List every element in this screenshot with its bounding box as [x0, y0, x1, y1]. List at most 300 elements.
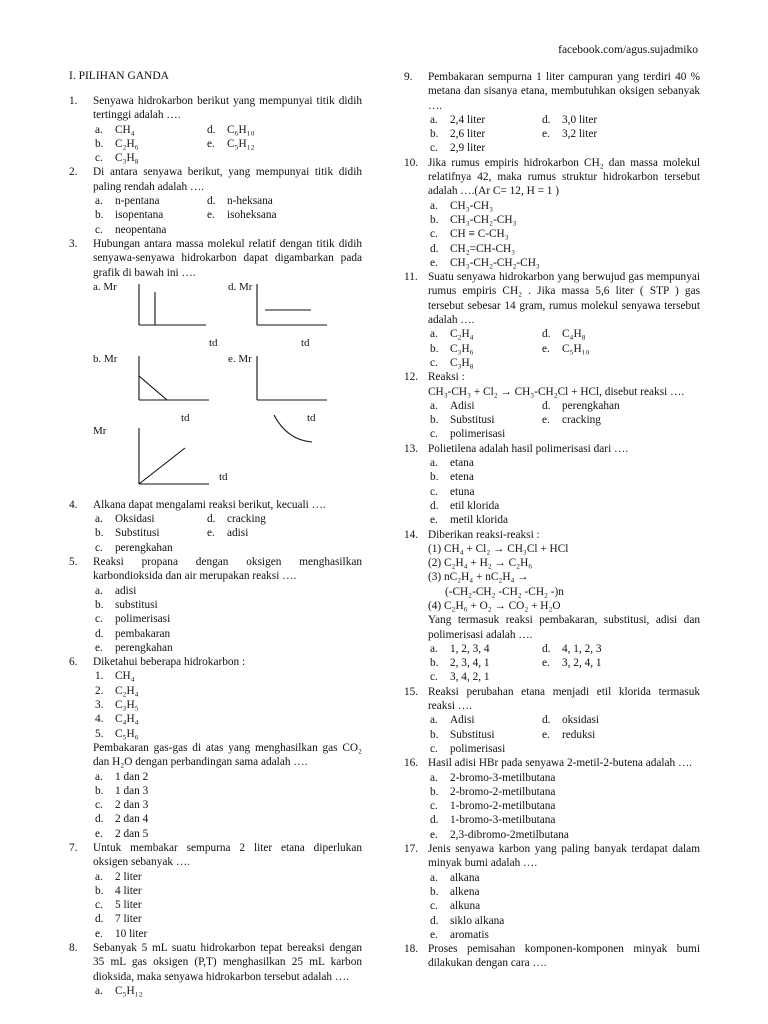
- option-letter: a.: [95, 770, 103, 783]
- option-text: oksidasi: [562, 714, 600, 727]
- answer-option: [93, 208, 205, 222]
- option-text: etena: [450, 471, 474, 484]
- options-list: [93, 984, 362, 998]
- options-list: [428, 327, 700, 370]
- question-text: Diketahui beberapa hidrokarbon :: [93, 656, 246, 669]
- option-letter: 4.: [95, 713, 104, 726]
- question-item: [404, 756, 700, 842]
- option-letter: c.: [95, 613, 103, 626]
- options-list: [93, 770, 362, 841]
- answer-option: [540, 642, 700, 656]
- option-text: Adisi: [450, 399, 475, 412]
- option-text: C₃H₈: [115, 152, 139, 165]
- answer-option: [428, 413, 540, 427]
- answer-option: [205, 194, 362, 208]
- graph-label-b: b. Mr: [93, 352, 118, 365]
- graph-label-c: Mr: [93, 424, 107, 437]
- answer-option: [428, 399, 540, 413]
- option-text: perengkahan: [115, 641, 173, 654]
- question-item: [69, 165, 362, 236]
- question-number: 2.: [69, 166, 78, 179]
- question-number: 16.: [404, 757, 419, 770]
- option-text: polimerisasi: [115, 613, 171, 626]
- option-letter: d.: [542, 642, 551, 655]
- answer-option: [93, 123, 205, 137]
- answer-option: [540, 656, 700, 670]
- option-letter: b.: [95, 598, 104, 611]
- option-letter: b.: [430, 471, 439, 484]
- question-item: [404, 70, 700, 156]
- question-item: [69, 555, 362, 655]
- option-text: adisi: [227, 527, 249, 540]
- option-text: perengkahan: [115, 541, 173, 554]
- option-text: 2-bromo-3-metilbutana: [450, 771, 556, 784]
- option-letter: d.: [542, 113, 551, 126]
- option-text: 1 dan 2: [115, 770, 149, 783]
- option-text: 2, 3, 4, 1: [450, 657, 490, 670]
- right-column: [404, 70, 700, 971]
- option-text: 2 dan 4: [115, 813, 149, 826]
- question-item: [404, 370, 700, 441]
- option-letter: c.: [95, 152, 103, 165]
- option-text: 1-bromo-2-metilbutana: [450, 800, 556, 813]
- option-text: substitusi: [115, 598, 158, 611]
- option-text: aromatis: [450, 928, 489, 941]
- answer-option: [428, 127, 540, 141]
- answer-option: [428, 499, 700, 513]
- option-letter: b.: [430, 128, 439, 141]
- answer-option: [428, 242, 700, 256]
- answer-option: [93, 194, 205, 208]
- answer-option: [428, 256, 700, 270]
- option-text: pembakaran: [115, 627, 171, 640]
- answer-option: [205, 512, 362, 526]
- answer-option: [93, 526, 205, 540]
- answer-option: [428, 928, 700, 942]
- answer-option: [93, 798, 362, 812]
- answer-option: [93, 669, 362, 683]
- options-list: [93, 669, 362, 740]
- option-text: 2,4 liter: [450, 113, 486, 126]
- answer-option: [205, 137, 362, 151]
- answer-option: [428, 642, 540, 656]
- option-text: 4, 1, 2, 3: [562, 642, 602, 655]
- question-text: Alkana dapat mengalami reaksi berikut, kecuali ….: [93, 498, 326, 511]
- option-text: 4 liter: [115, 884, 142, 897]
- question-text: Suatu senyawa hidrokarbon yang berwujud gas mempunyai rumus empiris CH₂ . Jika massa 5,6 liter ( STP ) gas tersebut sebesar 14 gram, rumus molekul senyawa tersebut adalah ….: [428, 271, 700, 327]
- option-text: siklo alkana: [450, 914, 505, 927]
- option-letter: e.: [430, 256, 438, 269]
- answer-option: [93, 870, 362, 884]
- answer-option: [428, 470, 700, 484]
- answer-option: [428, 513, 700, 527]
- question-item: [404, 942, 700, 971]
- options-list: [93, 584, 362, 655]
- question-number: 5.: [69, 556, 78, 569]
- answer-option: [93, 912, 362, 926]
- question-item: [404, 685, 700, 756]
- option-text: 2,3-dibromo-2metilbutana: [450, 828, 569, 841]
- answer-option: [428, 771, 700, 785]
- option-letter: d.: [207, 123, 216, 136]
- question-number: 8.: [69, 942, 78, 955]
- option-text: 3,0 liter: [562, 113, 598, 126]
- option-text: 1 dan 3: [115, 784, 149, 797]
- graph-options: [69, 280, 362, 496]
- option-letter: b.: [430, 342, 439, 355]
- option-text: Substitusi: [115, 527, 160, 540]
- option-letter: b.: [95, 209, 104, 222]
- question-text: Proses pemisahan komponen-komponen minyak bumi dilakukan dengan cara ….: [428, 943, 700, 970]
- question-number: 13.: [404, 442, 419, 455]
- option-text: C₃H₈: [450, 356, 474, 369]
- option-letter: e.: [207, 209, 215, 222]
- question-item: [69, 237, 362, 496]
- question-item: [404, 442, 700, 528]
- answer-option: [540, 399, 700, 413]
- option-letter: c.: [430, 485, 438, 498]
- option-text: Substitusi: [450, 728, 495, 741]
- option-text: C₄H₈: [562, 328, 586, 341]
- option-text: cracking: [562, 414, 601, 427]
- question-text: Diberikan reaksi-reaksi :: [428, 528, 540, 541]
- option-letter: b.: [95, 784, 104, 797]
- option-text: 1, 2, 3, 4: [450, 642, 490, 655]
- option-letter: e.: [542, 657, 550, 670]
- option-text: C₂H₄: [115, 684, 139, 697]
- answer-option: [428, 227, 700, 241]
- option-letter: c.: [430, 900, 438, 913]
- option-letter: e.: [430, 828, 438, 841]
- answer-option: [93, 223, 205, 237]
- answer-option: [93, 884, 362, 898]
- options-list: [93, 870, 362, 941]
- options-list: [428, 642, 700, 685]
- option-text: 2 dan 3: [115, 799, 149, 812]
- answer-option: [93, 927, 362, 941]
- option-text: Oksidasi: [115, 513, 155, 526]
- answer-option: [93, 627, 362, 641]
- option-text: polimerisasi: [450, 742, 506, 755]
- graph-label-td_e: td: [307, 411, 316, 424]
- option-letter: d.: [542, 714, 551, 727]
- graph-label-d: d. Mr: [228, 280, 253, 293]
- option-letter: a.: [95, 513, 103, 526]
- option-text: etuna: [450, 485, 475, 498]
- option-letter: e.: [430, 928, 438, 941]
- question-number: 7.: [69, 841, 78, 854]
- options-list: [428, 771, 700, 842]
- option-text: C₅H₁₂: [227, 137, 255, 150]
- section-title: I. PILIHAN GANDA: [69, 70, 169, 82]
- graph-label-td_c: td: [219, 470, 228, 483]
- option-letter: a.: [95, 870, 103, 883]
- option-letter: a.: [430, 771, 438, 784]
- question-text: Di antara senyawa berikut, yang mempunyai titik didih paling rendah adalah ….: [93, 166, 362, 193]
- options-list: [93, 512, 362, 555]
- answer-option: [428, 799, 700, 813]
- answer-option: [428, 742, 540, 756]
- answer-option: [428, 456, 700, 470]
- option-text: Adisi: [450, 714, 475, 727]
- answer-option: [428, 656, 540, 670]
- question-item: [69, 498, 362, 555]
- answer-option: [93, 727, 362, 741]
- answer-option: [205, 526, 362, 540]
- options-list: [93, 123, 362, 166]
- option-text: 3, 4, 2, 1: [450, 671, 490, 684]
- answer-option: [540, 728, 700, 742]
- option-letter: b.: [430, 728, 439, 741]
- option-text: CH₂=CH-CH₃: [450, 242, 516, 255]
- option-text: C₅H₁₂: [115, 984, 143, 997]
- option-text: n-pentana: [115, 195, 160, 208]
- option-text: C₂H₄: [450, 328, 474, 341]
- option-text: polimerisasi: [450, 428, 506, 441]
- option-letter: a.: [95, 984, 103, 997]
- option-letter: e.: [542, 414, 550, 427]
- option-letter: b.: [430, 657, 439, 670]
- option-letter: a.: [430, 642, 438, 655]
- graph-label-td_d: td: [301, 336, 310, 349]
- option-letter: a.: [430, 714, 438, 727]
- answer-option: [428, 899, 700, 913]
- question-text: Reaksi propana dengan oksigen menghasilkan karbondioksida dan air merupakan reaksi ….: [93, 556, 362, 583]
- option-letter: a.: [430, 457, 438, 470]
- page-header-source: facebook.com/agus.sujadmiko: [558, 44, 698, 56]
- answer-option: [93, 151, 205, 165]
- option-letter: 3.: [95, 699, 104, 712]
- option-text: 5 liter: [115, 899, 142, 912]
- question-number: 17.: [404, 843, 419, 856]
- question-text: Polietilena adalah hasil polimerisasi dari ….: [428, 442, 629, 455]
- answer-option: [428, 713, 540, 727]
- question-text: Reaksi perubahan etana menjadi etil klorida termasuk reaksi ….: [428, 685, 700, 713]
- answer-option: [540, 327, 700, 341]
- option-text: isoheksana: [227, 209, 277, 222]
- answer-option: [93, 612, 362, 626]
- question-number: 4.: [69, 498, 78, 511]
- option-text: adisi: [115, 584, 137, 597]
- answer-option: [93, 784, 362, 798]
- answer-option: [93, 641, 362, 655]
- answer-option: [93, 698, 362, 712]
- answer-option: [428, 356, 540, 370]
- option-text: 2 liter: [115, 870, 142, 883]
- reaction-line: (3) nC₂H₄ + nC₂H₄ →: [428, 571, 529, 584]
- option-letter: a.: [95, 195, 103, 208]
- answer-option: [540, 413, 700, 427]
- option-letter: c.: [95, 899, 103, 912]
- question-text: Untuk membakar sempurna 2 liter etana diperlukan oksigen sebanyak ….: [93, 841, 362, 869]
- answer-option: [428, 213, 700, 227]
- reaction-line: (1) CH₄ + Cl₂ → CH₃Cl + HCl: [428, 542, 569, 555]
- option-letter: d.: [430, 814, 439, 827]
- graph-label-e: e. Mr: [228, 352, 252, 365]
- graph-label-td_a: td: [209, 336, 218, 349]
- options-list: [428, 399, 700, 442]
- option-letter: c.: [95, 799, 103, 812]
- question-item: [404, 528, 700, 685]
- answer-option: [428, 871, 700, 885]
- option-text: CH₄: [115, 670, 135, 683]
- options-list: [93, 194, 362, 237]
- answer-option: [93, 512, 205, 526]
- option-letter: c.: [430, 428, 438, 441]
- options-list: [428, 713, 700, 756]
- answer-option: [93, 684, 362, 698]
- answer-option: [93, 541, 205, 555]
- graph-label-td_b: td: [181, 411, 190, 424]
- option-letter: d.: [207, 195, 216, 208]
- option-text: neopentana: [115, 223, 167, 236]
- option-letter: b.: [95, 884, 104, 897]
- answer-option: [93, 898, 362, 912]
- question-text: Sebanyak 5 mL suatu hidrokarbon tepat bereaksi dengan 35 mL gas oksigen (P,T) menghasilkan 25 mL karbon dioksida, maka senyawa hidrokarbon tersebut adalah ….: [93, 942, 362, 983]
- options-list: [428, 199, 700, 270]
- answer-option: [93, 598, 362, 612]
- answer-option: [428, 141, 540, 155]
- option-text: C₄H₄: [115, 713, 139, 726]
- options-list: [428, 871, 700, 942]
- answer-option: [93, 984, 205, 998]
- option-text: CH ≡ C-CH₃: [450, 228, 509, 241]
- option-text: alkana: [450, 871, 480, 884]
- answer-option: [428, 199, 700, 213]
- option-letter: 1.: [95, 670, 104, 683]
- answer-option: [428, 342, 540, 356]
- option-text: etana: [450, 457, 474, 470]
- option-letter: a.: [95, 584, 103, 597]
- answer-option: [540, 127, 700, 141]
- option-text: CH₄: [115, 123, 135, 136]
- option-text: C₂H₆: [115, 137, 139, 150]
- answer-option: [428, 113, 540, 127]
- graph-sketches: [69, 280, 389, 496]
- option-letter: e.: [542, 728, 550, 741]
- option-letter: e.: [95, 927, 103, 940]
- answer-option: [428, 427, 540, 441]
- option-letter: a.: [430, 113, 438, 126]
- options-list: [428, 113, 700, 156]
- option-letter: a.: [430, 871, 438, 884]
- option-text: metil klorida: [450, 514, 509, 527]
- option-letter: b.: [430, 785, 439, 798]
- question-item: [404, 156, 700, 270]
- option-text: 7 liter: [115, 913, 142, 926]
- option-text: C₅H₆: [115, 727, 139, 740]
- option-letter: c.: [430, 671, 438, 684]
- question-item: [69, 94, 362, 165]
- answer-option: [428, 914, 700, 928]
- option-letter: b.: [95, 137, 104, 150]
- option-text: 2 dan 5: [115, 827, 149, 840]
- option-text: 3, 2, 4, 1: [562, 657, 602, 670]
- question-number: 15.: [404, 685, 419, 698]
- reaction-line: (4) C₂H₆ + O₂ → CO₂ + H₂O: [428, 599, 561, 612]
- answer-option: [205, 123, 362, 137]
- question-number: 9.: [404, 71, 413, 83]
- question-item: [69, 841, 362, 941]
- option-letter: d.: [430, 914, 439, 927]
- answer-option: [428, 327, 540, 341]
- option-text: CH₃-CH₃: [450, 199, 494, 212]
- question-item: [69, 655, 362, 841]
- option-letter: b.: [95, 527, 104, 540]
- option-text: C₃H₅: [115, 699, 139, 712]
- option-letter: a.: [430, 399, 438, 412]
- option-letter: d.: [95, 813, 104, 826]
- option-letter: 5.: [95, 727, 104, 740]
- question-item: [404, 842, 700, 942]
- answer-option: [428, 813, 700, 827]
- option-text: isopentana: [115, 209, 164, 222]
- answer-option: [428, 728, 540, 742]
- option-text: 2,9 liter: [450, 142, 486, 155]
- option-letter: b.: [430, 885, 439, 898]
- question-number: 3.: [69, 237, 78, 250]
- option-text: C₅H₁₀: [562, 342, 590, 355]
- question-text-continued: Yang termasuk reaksi pembakaran, substitusi, adisi dan polimerisasi adalah ….: [428, 614, 700, 641]
- option-letter: c.: [430, 742, 438, 755]
- answer-option: [428, 785, 700, 799]
- option-letter: e.: [542, 128, 550, 141]
- option-letter: 2.: [95, 684, 104, 697]
- left-column: [69, 70, 362, 998]
- answer-option: [428, 828, 700, 842]
- option-letter: d.: [542, 328, 551, 341]
- option-letter: e.: [95, 827, 103, 840]
- options-list: [428, 456, 700, 527]
- option-text: cracking: [227, 513, 266, 526]
- answer-option: [93, 812, 362, 826]
- option-letter: a.: [430, 328, 438, 341]
- option-text: perengkahan: [562, 399, 620, 412]
- question-number: 6.: [69, 656, 78, 669]
- option-text: 2,6 liter: [450, 128, 486, 141]
- option-letter: d.: [430, 499, 439, 512]
- option-text: 3,2 liter: [562, 128, 598, 141]
- option-letter: b.: [430, 414, 439, 427]
- question-number: 12.: [404, 371, 419, 384]
- answer-option: [540, 342, 700, 356]
- option-text: 1-bromo-3-metilbutana: [450, 814, 556, 827]
- option-text: 2-bromo-2-metilbutana: [450, 785, 556, 798]
- question-text: Jenis senyawa karbon yang paling banyak terdapat dalam minyak bumi adalah ….: [428, 843, 700, 870]
- question-text: Reaksi :: [428, 371, 465, 384]
- question-number: 11.: [404, 271, 418, 284]
- option-text: alkena: [450, 885, 480, 898]
- option-letter: d.: [95, 913, 104, 926]
- answer-option: [93, 584, 362, 598]
- option-letter: d.: [207, 513, 216, 526]
- option-letter: e.: [207, 527, 215, 540]
- reaction-line: (2) C₂H₄ + H₂ → C₂H₆: [428, 557, 533, 570]
- question-number: 10.: [404, 156, 419, 169]
- option-letter: e.: [207, 137, 215, 150]
- option-letter: c.: [430, 142, 438, 155]
- reaction-line: (-CH₂-CH₂ -CH₂ -CH₂ -)n: [428, 585, 564, 598]
- option-text: C₆H₁₀: [227, 123, 255, 136]
- reaction-equation: CH₃-CH₃ + Cl₂ → CH₃-CH₂Cl + HCl, disebut reaksi ….: [428, 385, 685, 398]
- answer-option: [428, 670, 540, 684]
- question-text: Hubungan antara massa molekul relatif dengan titik didih senyawa-senyawa hidrokarbon dapat digambarkan pada grafik di bawah ini ….: [93, 237, 362, 279]
- question-text: Hasil adisi HBr pada senyawa 2-metil-2-butena adalah ….: [428, 757, 693, 770]
- option-text: 10 liter: [115, 927, 148, 940]
- answer-option: [540, 113, 700, 127]
- question-text: Jika rumus empiris hidrokarbon CH₂ dan massa molekul relatifnya 42, maka rumus struktur hidrokarbon tersebut adalah ….(Ar C= 12, H = 1 ): [428, 156, 700, 198]
- curve-c: [139, 448, 185, 484]
